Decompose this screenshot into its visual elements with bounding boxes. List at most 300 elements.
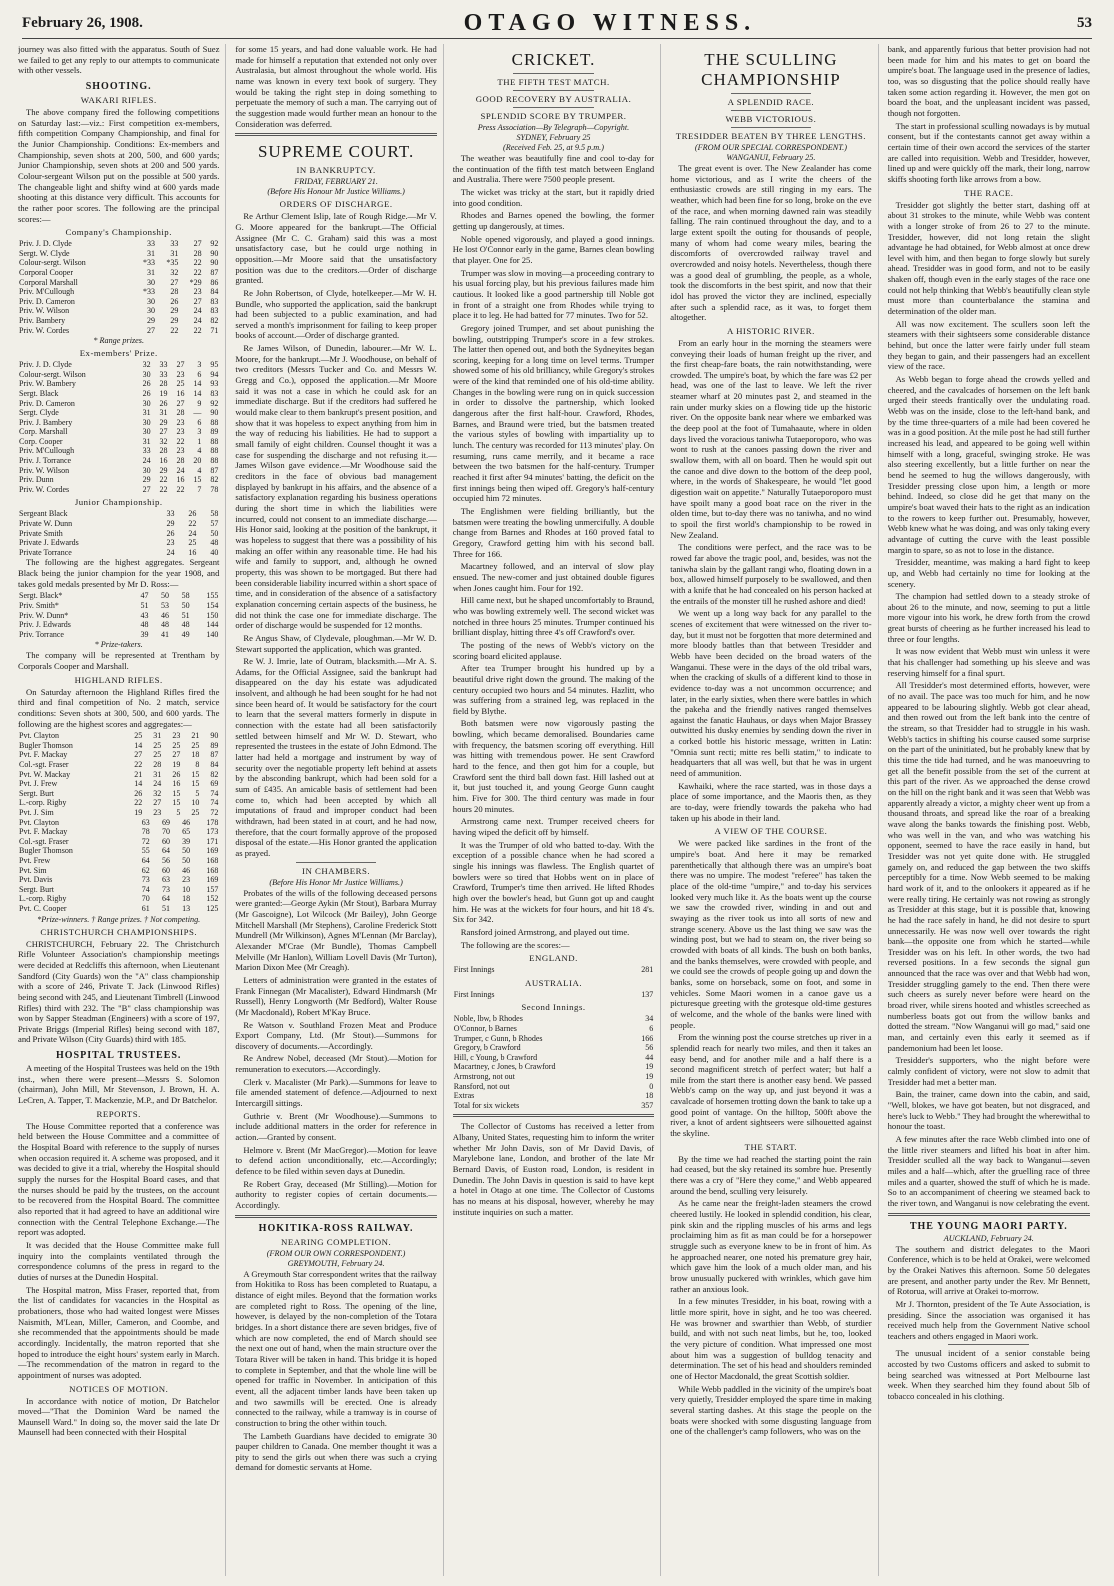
row-value: 90 (210, 248, 219, 258)
row-label: Macartney, c Jones, b Crawford (453, 1062, 556, 1072)
subheading: THE START. (744, 1141, 798, 1152)
row-label: Priv. D. Cameron (19, 398, 75, 408)
row-value: 15 (172, 798, 181, 808)
row-value: 32 (142, 360, 151, 370)
row-value: 14 (134, 740, 143, 750)
row-value: 166 (641, 1033, 654, 1043)
table-row (453, 1091, 654, 1101)
subheading: THE RACE. (964, 187, 1014, 198)
paragraph: After tea Trumper brought his hundred up by a beautiful drive right down the ground. The making of the century occupied two hours and 54 minutes. Hazlitt, who was suffering from a strained leg, was replaced in the field by Blythe. (452, 663, 655, 716)
row-value: 90 (210, 408, 219, 418)
row-value: 28 (153, 760, 162, 770)
paragraph: Both batsmen were now vigorously pasting the bowling, which became demoralised. Boundaries came with frequency, the batsmen scoring off everything. Hill was hitting with tremendous power. He sent Crawford hard to the fence, and then got him for a couple, but Crawford sent the third ball down fast. Hill lashed out at it, but just touched it, and young George Gunn caught him. Five for 300. The third century was made in four hours 20 minutes. (452, 718, 655, 814)
column-4 (670, 44, 878, 1576)
row-value: 168 (206, 856, 219, 865)
row-value: 78 (210, 484, 219, 494)
paragraph: In accordance with notice of motion, Dr Batchelor moved—"That the Dominion Ward be named the Maunsell Ward." In doing so, the mover said the late Dr Maunsell had been connected with their Hospital (18, 1395, 220, 1438)
divider (731, 93, 812, 94)
row-value: 27 (172, 750, 181, 760)
row-value: 26 (142, 388, 151, 398)
row-value: *33 (143, 258, 155, 268)
row-value: 14 (193, 388, 202, 398)
table-row (18, 306, 219, 316)
subheading: Company's Championship. (65, 227, 172, 238)
paragraph: CHRISTCHURCH, February 22. The Christchurch Rifle Volunteer Association's championship meetings were decided at Redcliffs this afternoon, when Lieutenant Sandford (City Guards) won the "A" class championship with a score of 246, Private T. Jack (Linwood Rifles) being second with 245, and Lieutenant Timbrell (Linwood Rifles) third with 232. The "B" class championship was won by Sapper Steadman (Engineers) with a score of 197, Private Briggs (Imperial Rifles) being second with 187, and Private Wilson (City Guards) third with 185. (18, 938, 220, 1045)
subheading: NEARING COMPLETION. (281, 1236, 392, 1247)
row-value: 73 (161, 884, 170, 894)
row-value: 74 (210, 798, 219, 808)
paragraph: A Greymouth Star correspondent writes that the railway from Hokitika to Ross has been completed to Ruatapu, a distance of eight miles. Beyond that the formation works are completed right to Ross. The opening of the line, however, is delayed by the non-completion of the Totara bridges. In a short distance there are seven bridges, five of which are now completed, the end of March should see the next one out of hand, when the main structure over the Totara River will be taken in hand. This bridge it is hoped to complete in September, and that the whole line will be opened for traffic in November. In anticipation of this event, all the adjacent timber lands have been taken up and two sawmills will be erected. One is already connected to the railway, while a tramway is in course of construction to bring the other within touch. (235, 1268, 437, 1428)
table-row (18, 485, 219, 495)
row-value: 60 (161, 836, 170, 846)
row-value: 72 (210, 808, 219, 818)
table-row (18, 548, 219, 558)
table-row (18, 779, 219, 789)
row-value: 27 (142, 484, 151, 494)
row-value: 29 (170, 306, 179, 316)
paragraph: bank, and apparently furious that better provision had not been made for him and his mates to get on board the umpire's boat. The language used in the presence of ladies, too, was so disgusting that the police should really have taken some action regarding it. However, the men got on board the boat, and the unpleasant incident was passed, though not forgotten. (887, 44, 1090, 118)
row-value: 22 (159, 475, 168, 485)
row-value: 25 (153, 740, 162, 750)
row-value: 43 (140, 610, 149, 620)
paragraph: Tresidder's supporters, who the night before were calmly confident of victory, were not slow to admit that Tresidder had met a better man. (887, 1055, 1090, 1087)
row-label: Priv. Smith* (19, 600, 59, 610)
row-value: 32 (159, 436, 168, 446)
row-label: Bugler Thomson (19, 740, 73, 750)
table-row (18, 856, 219, 866)
score-table (18, 239, 219, 335)
row-label: First Innings (453, 989, 495, 999)
table-row (18, 770, 219, 780)
row-value: 33 (166, 509, 175, 519)
row-label: Sergt. W. Clyde (19, 248, 70, 258)
row-label: Ransford, not out (453, 1081, 510, 1091)
paragraph: Trumper was slow in moving—a proceeding contrary to his usual forcing play, but his previous failures made him cautious. It looked like a good partnership till Noble got in front of a straight one from Rhodes while trying to place it to leg. He had batted for 77 minutes. Two for 52. (452, 267, 655, 321)
paragraph: Hill came next, but he shaped uncomfortably to Braund, who was bowling extremely well. The second wicket was notched in three hours 25 minutes. Trumper continued his brilliant display, hitting three 4's off Crawford's over. (452, 595, 655, 638)
row-value: 30 (142, 465, 151, 475)
row-value: 6 (197, 369, 202, 379)
row-label: Bugler Thomson (19, 846, 73, 856)
row-value: 24 (193, 306, 202, 316)
row-value: 21 (191, 731, 200, 741)
row-value: 22 (134, 798, 143, 808)
row-value: 30 (142, 427, 151, 437)
row-value: 25 (172, 740, 181, 750)
paragraph: A meeting of the Hospital Trustees was held on the 19th inst., when there were present—Messrs S. Solomon (chairman), John Mill, Mr Stevenson, J. Brown, H. A. LeCren, A. Tapper, T. Mackenzie, M.P., and Dr Batchelor. (18, 1063, 220, 1106)
row-value: 84 (210, 760, 219, 770)
paragraph: Re Angus Shaw, of Clydevale, ploughman.—Mr W. D. Stewart supported the application, which was granted. (235, 632, 437, 654)
paragraph: Re W. J. Imrie, late of Outram, blacksmith.—Mr A. S. Adams, for the Official Assignee, said the bankrupt had disappeared on the day his estate was adjudicated insolvent, and although he had been sought for he had not since been heard of. It would be satisfactory for the court to learn that the several matters formerly in dispute in connection with the estate had all been satisfactorily settled between himself and Mr W. D. Stewart, who represented the trustees in the estate of John Edmond. The latter had held a mortgage and instrument by way of security over the negotiable property left behind at assets by the absconding bankrupt, which had been sold for a sum of £435. An amicable basis of settlement had been come to, which had been accepted by which all imputations of fraud and improper conduct had been withdrawn, had been stated in at court, and he had now, therefore, that the court formally approve of the proposed disposal of the estate.—His Honor granted the application as prayed. (235, 656, 437, 858)
table-row (453, 1053, 654, 1063)
row-value: 28 (193, 248, 202, 258)
subheading: ENGLAND. (529, 953, 578, 964)
row-value: *33 (143, 287, 155, 297)
table-row (453, 1043, 654, 1053)
row-value: 69 (161, 817, 170, 827)
table-row (453, 1062, 654, 1072)
column-3 (453, 44, 661, 1576)
table-row (18, 798, 219, 808)
row-label: Priv. W. Wilson (19, 465, 70, 475)
score-table (18, 731, 219, 817)
paragraph: Tresidder, meantime, was making a hard fight to keep up, and Webb had certainly no time for looking at the scenery. (887, 557, 1090, 589)
table-row (18, 529, 219, 539)
row-value: 70 (161, 827, 170, 837)
page-number: 53 (1077, 14, 1092, 31)
table-row (453, 1014, 654, 1024)
table-row (18, 446, 219, 456)
row-value: 72 (141, 836, 150, 846)
row-value: 29 (142, 475, 151, 485)
received-line: (Received Feb. 25, at 9.5 p.m.) (503, 143, 604, 152)
row-value: 23 (176, 369, 185, 379)
paragraph: In a few minutes Tresidder, in his boat, rowing with a little more spirit, hove in sight, and he too was cheered. He was browner and swarthier than Webb, of sturdier build, and with not such neat limbs, but he, too, looked the very picture of condition. What impressed one most about him was a suggestion of bulldog tenacity and determination. The set of his head and shoulders reminded one of Hector Macdonald, the great Scottish soldier. (670, 1296, 872, 1381)
row-label: Priv. W. Wilson (19, 306, 70, 316)
table-row (18, 370, 219, 380)
section-heading: HOSPITAL TRUSTEES. (55, 1050, 182, 1062)
row-label: Pvt. J. Frew (19, 779, 58, 789)
judge-line: (Before His Honour Mr Justice Williams.) (267, 187, 405, 197)
row-value: 15 (172, 788, 181, 798)
row-label: Priv. W. Cordes (19, 325, 70, 335)
row-label: Corp. Marshall (19, 427, 68, 437)
paragraph: A few minutes after the race Webb climbed into one of the little river steamers and lifted his boat in after him. Tresidder sculled all the way back to Wanganui—seven miles and a half—which, after the gruelling race of three miles and a quarter, showed the stuff of which he is made. So to an accompaniment of cheering we steamed back to the river town, and Wanganui is now celebrating the event. (887, 1133, 1090, 1208)
row-value: 48 (140, 620, 149, 630)
byline: (FROM OUR SPECIAL CORRESPONDENT.) (694, 143, 847, 152)
row-value: 27 (153, 798, 162, 808)
row-label: Priv. W. Cordes (19, 484, 70, 494)
paragraph: While Webb paddled in the vicinity of the umpire's boat very quietly, Tresidder employed the spare time in making several starting dashes. At this stage the people on the boats were shocked with some disgusting language from one of the challenger's camp followers, who was on the (670, 1383, 872, 1437)
paragraph: The champion had settled down to a steady stroke of about 26 to the minute, and now, seeming to put a little more vigour into his work, he drew forth from the crowd great bursts of cheering as he further increased his lead to three or four lengths. (887, 591, 1090, 644)
row-value: 29 (159, 417, 168, 427)
subheading: AUSTRALIA. (524, 977, 583, 988)
row-value: 14 (193, 379, 202, 389)
row-value: 23 (166, 538, 175, 548)
row-value: 25 (176, 379, 185, 389)
row-value: 18 (191, 750, 200, 760)
row-label: Pvt. F. Mackay (19, 827, 68, 837)
paragraph: Re Arthur Clement Islip, late of Rough Ridge.—Mr V. G. Moore appeared for the bankrupt.—The Official Assignee (Mr C. C. Graham) said this was a most unsatisfactory case, but he could urge nothing in opposition.—Mr Moore said that the unsatisfactory position was due to the creditors.—Order of discharge granted. (235, 211, 437, 286)
footnote: * Range prizes. (93, 336, 145, 346)
row-value: 32 (153, 788, 162, 798)
table-row (18, 731, 219, 741)
paragraph: The Hospital matron, Miss Fraser, reported that, from the list of candidates for vacancies in the Hospital as probationers, those who had waited longest were Misses Naismith, M'Lean, Miller, Cameron, and Coombe, and she recommended that the appointments should be made accordingly. Incidentally, the matron reported that she hoped to introduce the eight hours' system early in March.—The recommendation of the matron in regard to the appointment of nurses was adopted. (18, 1284, 220, 1380)
table-row (18, 837, 219, 847)
row-value: 63 (141, 817, 150, 827)
paragraph: The House Committee reported that a conference was held between the House Committee and a committee of the Hospital Board with reference to the supply of nurses when occasion required it. A scheme was proposed, and it was decided to give it a trial, whereby the Hospital should supply the nurses for the Hospital Board cases, and that the nurses should be paid by the trustees, on the account to be recovered from the Hospital Board. The committee also reported that it had agreed to have an additional wire connection with the Central Telephone Exchange.—The report was adopted. (18, 1120, 220, 1238)
row-value: 171 (206, 836, 219, 846)
row-value: 137 (641, 989, 654, 999)
row-value: 6 (197, 417, 202, 427)
row-value: 28 (176, 408, 185, 418)
row-value: 140 (206, 629, 219, 639)
row-value: 28 (170, 287, 179, 297)
row-value: 27 (176, 360, 185, 370)
row-value: *35 (166, 258, 179, 268)
row-label: Pvt. J. Sim (19, 808, 54, 818)
row-value: 23 (176, 427, 185, 437)
divider (453, 1114, 654, 1117)
row-value: 26 (188, 509, 197, 519)
row-value: 88 (210, 436, 219, 446)
row-value: 32 (170, 267, 179, 277)
row-value: 1 (197, 436, 202, 446)
row-label: Extras (453, 1091, 475, 1101)
row-value: 74 (141, 884, 150, 894)
row-value: 56 (645, 1043, 654, 1053)
row-value: 30 (147, 306, 155, 316)
row-value: 33 (159, 369, 168, 379)
paragraph: The Englishmen were fielding brilliantly, but the batsmen were treating the bowling unmercifully. A double change from Barnes and Rhodes at 160 proved fatal to Gregory, Crawford getting him with his second ball. Three for 166. (452, 506, 655, 559)
row-value: 29 (166, 519, 175, 529)
row-value: 95 (210, 360, 219, 370)
row-label: Priv. Torrance (19, 629, 64, 639)
paragraph: Re James Wilson, of Dunedin, labourer.—Mr W. L. Moore, for the bankrupt.—Mr J. Woodhouse, on behalf of two creditors (Messrs Tucker and Co. and Messrs W. Gregg and Co.), opposed the application.—Mr Moore said it was not a case in which he could ask for an immediate discharge. But if the creditors had suffered he would make clear to them bankrupt's present position, and show that it was hopeless to expect anything from him in the way of reducing his liabilities. He had to support a small family of eight children. Counsel thought it was a case for suspending the discharge and not refusing it.—James Wilson gave evidence.—Mr Woodhouse said the creditors in the face of obvious bad management displayed by bankrupt in his affairs, and the absence of a satisfactory explanation regarding his business operations during the short time in which the liabilities were incurred, could not consent to an immediate discharge.—His Honor said, looking at the position of the bankrupt, it was hopeless to suggest that there was a possibility of his making an offer within any reasonable time. He had his wife and family to support, and, although he owned property, this was shown to be mortgaged. But there had been considerable liability incurred within a short space of time, and in consideration of the absence of a satisfactory explanation concerning certain aspects of the business, he did not think the case one for immediate discharge. The order of discharge would be suspended for 12 months. (235, 343, 437, 631)
row-value: 62 (141, 865, 150, 875)
row-label: Priv. J. Bambery (19, 417, 73, 427)
row-value: 88 (210, 446, 219, 456)
subheading: IN CHAMBERS. (302, 865, 371, 876)
row-value: 13 (182, 903, 191, 913)
masthead (22, 8, 1092, 39)
section-heading: SUPREME COURT. (257, 142, 415, 162)
row-value: 4 (197, 465, 202, 475)
row-value: 23 (182, 875, 191, 885)
row-value: 30 (142, 417, 151, 427)
paragraph: We were packed like sardines in the front of the umpire's boat. And here it may be remarked parenthetically that although there was an umpire's boat there was no umpire. The modest "referee" has taken the place of the old-time "umpire," and to-day his services looked very much like it. As the boats went up the course we saw the crowded river, winding in and out and swaying as the river took us into all sorts of new and strange scenery. Above us the last thing we saw was the winding post, but we had to steam on, the river being so crowded with boats of all kinds. The bush on both banks, and the banks themselves, were crowded with people, and we could see the crowds of people going up and down the banks, some on horseback, some on foot, and some in vehicles. Some Maori women in a canoe gave us a picturesque greeting with the grotesque old-time gestures of welcome, and the whole of the banks were lined with people. (670, 838, 872, 1030)
row-value: 16 (188, 547, 197, 557)
row-value: 16 (172, 779, 181, 789)
row-label: L.-corp. Rigby (19, 894, 67, 904)
row-label: Priv. M'Cullough (19, 287, 75, 297)
table-row (18, 620, 219, 630)
row-label: Private J. Edwards (19, 538, 79, 548)
row-value: 89 (210, 427, 219, 437)
row-value: 23 (172, 731, 181, 741)
row-value: 19 (645, 1062, 654, 1072)
paragraph: The start in professional sculling nowadays is by mutual consent, but if the contestants cannot get away within a certain time of their own accord the services of the starter are called into requisition. Webb and Tresidder, however, lined up and were quickly off the mark, their long, narrow skiffs shooting forth like arrows from a bow. (887, 120, 1090, 184)
table-row (453, 1034, 654, 1044)
row-value: 50 (210, 528, 219, 538)
row-label: Priv. J. D. Clyde (19, 239, 72, 249)
row-value: 7 (197, 484, 202, 494)
paragraph: Mr J. Thornton, president of the Te Aute Association, is presiding. Since the association was organised it has received much help from the Government Native school teachers and others engaged in Maori work. (887, 1298, 1090, 1341)
row-value: 50 (161, 591, 170, 601)
table-row (18, 418, 219, 428)
table-row (453, 965, 654, 975)
row-value: 5 (195, 788, 200, 798)
row-label: L.-corp. Rigby (19, 798, 67, 808)
row-value: 157 (206, 884, 219, 894)
row-label: Pvt. Clayton (19, 817, 60, 827)
row-label: Corp. Cooper (19, 436, 63, 446)
row-value: 18 (645, 1091, 654, 1101)
row-value: 48 (210, 538, 219, 548)
divider (731, 110, 812, 111)
row-value: 69 (210, 779, 219, 789)
subheading: A VIEW OF THE COURSE. (714, 826, 828, 837)
row-value: 28 (159, 446, 168, 456)
row-value: 22 (193, 267, 202, 277)
row-value: 25 (153, 750, 162, 760)
row-label: O'Connor, b Barnes (453, 1024, 517, 1034)
paragraph: The conditions were perfect, and the race was to be rowed far above the tragic pool, and, besides, was not the taniwha slain by the gallant rangi who, floating down in a box, allowed himself purposely to be swallowed, and then with a knife that he had concealed on his person hacked at the entrails of the monster till he rushed ashore and died! (670, 542, 872, 606)
row-value: 26 (170, 296, 179, 306)
paragraph: Rhodes and Barnes opened the bowling, the former getting up dangerously, at times. (452, 210, 655, 231)
row-label: Sergeant Black (19, 509, 68, 519)
paragraph: The following are the highest aggregates. Sergeant Black being the junior champion for the year 1908, and takes gold medals presented by Mr D. Ross:— (18, 557, 220, 589)
table-row (18, 297, 219, 307)
paragraph: The great event is over. The New Zealander has come home victorious, and as I write the cheers of the enthusiastic crowds are still ringing in my ears. The weather, which had been fine for so long, broke on the eve of the race, and when morning dawned rain was steadily falling. The rain continued throughout the day, and to a large extent spoilt the outing for thousands of people, many of whom had come weary miles, bearing the discomforts of overcrowded railway travel and overcrowded and noisy hotels. Nevertheless, though there was a good deal of grumbling, the people, as a whole, took the discomforts in the best spirit, and now that their idol has proved the victor they are inclined, especially after such a splendid race, as it was, to forget them altogether. (670, 163, 872, 323)
row-value: 10 (191, 798, 200, 808)
divider (888, 1213, 1090, 1216)
paragraph: Re Robert Gray, deceased (Mr Stilling).—Motion for authority to register copies of certain documents.—Accordingly. (235, 1178, 437, 1210)
paragraph: Macartney followed, and an interval of slow play ensued. The new-comer and just obtained double figures when Jones caught him. Four for 192. (452, 561, 655, 593)
row-value: 31 (142, 436, 151, 446)
paragraph: The Collector of Customs has received a letter from Albany, United States, requesting him to inform the writer whether Mr John Davis, son of Mr David Davis, of Marylebone lane, London, and brother of the late Mr Bernard Davis, of Euston road, London, is resident in Dunedin. The John Davis in question is said to have kept a hotel in Otago at one time. The Collector of Customs has no means at his disposal, however, whereby he may institute inquiries on such a matter. (452, 1121, 655, 1217)
row-value: 40 (210, 547, 219, 557)
table-row (453, 990, 654, 1000)
row-value: 26 (134, 788, 143, 798)
table-row (18, 239, 219, 249)
newspaper-title: OTAGO WITNESS. (463, 9, 757, 36)
row-value: 16 (176, 475, 185, 485)
row-value: 64 (161, 846, 170, 856)
row-value: 64 (141, 856, 150, 865)
subheading: TRESIDDER BEATEN BY THREE LENGTHS. (675, 131, 867, 141)
subheading: WEBB VICTORIOUS. (725, 114, 817, 124)
row-value: 6 (649, 1024, 654, 1034)
table-row (453, 1024, 654, 1034)
table-row (18, 509, 219, 519)
paragraph: All was now excitement. The scullers soon left the steamers with their sightseers some considerable distance behind, but once the latter were fairly under full steam they began to gain, and their passengers had an excellent view of the race. (887, 318, 1090, 372)
table-row (453, 1101, 654, 1111)
row-label: Noble, lbw, b Rhodes (453, 1014, 523, 1024)
row-value: 178 (206, 817, 219, 827)
table-row (18, 904, 219, 914)
table-row (18, 601, 219, 611)
subheading: Second Innings. (521, 1002, 586, 1013)
score-table (453, 1101, 654, 1111)
row-label: Priv. Dunn (19, 475, 54, 485)
row-label: Pvt. F. Mackay (19, 750, 68, 760)
paragraph: Kawhaiki, where the race started, was in those days a place of some importance, and the Maoris then, as they are to-day, were friendly towards the pakeha who had taken up his abode in their land. (670, 780, 872, 823)
paragraph: The southern and district delegates to the Maori Conference, which is to be held at Orakei, were welcomed by the Orakei Natives this afternoon. Some 50 delegates are present, and another party under the Rev. Mr Bennett, of Rotorua, will arrive at Orakei to-morrow. (887, 1243, 1090, 1297)
paragraph: The following are the scores:— (460, 939, 570, 950)
row-value: 46 (182, 817, 191, 827)
row-value: 357 (641, 1100, 654, 1110)
table-row (18, 846, 219, 856)
row-value: 23 (193, 287, 202, 297)
paragraph: Bain, the trainer, came down into the cabin, and said, "Well, blokes, we have got beaten, but not disgraced, and here's luck to Webb." They had brought the wherewithal to honour the toast. (887, 1089, 1090, 1132)
row-value: 71 (210, 325, 219, 335)
section-heading: CRICKET. (511, 50, 596, 69)
row-value: 83 (210, 306, 219, 316)
row-value: 74 (210, 788, 219, 798)
row-value: 78 (141, 827, 150, 837)
judge-line: (Before His Honor Mr Justice Williams.) (269, 877, 403, 887)
paragraph: Gregory joined Trumper, and set about punishing the bowling, outstripping Trumper's score in a few strokes. The latter then opened out, and both the Sydneyites began scoring, keeping for a long time on level terms. Trumper showed some of his old brilliancy, while Gregory's strokes were of the kind that reminded one of his old-time ability. Changes in the bowling were rung on in quick succession in order to dissolve the partnership, which looked dangerous after the first half-hour. Crawford, Rhodes, Barnes, and Braund were tried, but the batsmen treated the various styles of bowling with impartiality up to lunch. The century was recorded for 113 minutes' play. On resuming, runs came merrily, and it became a race between the two batsmen for the half-century. Trumper reached it first after 94 minutes' batting, the deficit on the first innings being then wiped off. Gregory's half-century occupied him 72 minutes. (452, 322, 655, 504)
row-value: 27 (170, 277, 179, 287)
table-row (18, 316, 219, 326)
row-label: Pvt. Frew (19, 856, 51, 865)
row-value: 88 (210, 456, 219, 466)
paragraph: It was decided that the House Committee make full inquiry into the complaints ventilated through the correspondence columns of the press in regard to the duties of nurses at the Dunedin Hospital. (18, 1239, 220, 1282)
paragraph: As Webb began to forge ahead the crowds yelled and cheered, and the cavalcades of horsemen on the left bank urged their steeds frantically over the undulating road. Webb was on the inside, close to the left-hand bank, and by the time three-quarters of a mile had been covered he was in a good position. At the mile post he had still further increased his lead, and appeared to be going well within himself with a long, graceful, swinging stroke. He was also steering excellently, but a little further on near the bend he seemed to hug the willows dangerously, with Tresidder pressing close upon him, a length or more behind. Indeed, so close did he get that many on the umpire's boat waved their hats to the right as an indication to the rowers to keep further out. Presumably, however, Webb knew what he was doing, and was only taking every advantage of cutting the curve with the least possible margin to spare, so as not to lose in the distance. (887, 374, 1090, 555)
row-value: 31 (159, 408, 168, 418)
section-heading: HOKITIKA-ROSS RAILWAY. (258, 1222, 414, 1234)
table-row (18, 789, 219, 799)
column-2 (235, 44, 443, 1576)
row-value: 152 (206, 894, 219, 904)
table-row (18, 894, 219, 904)
row-label: Private Torrance (19, 547, 72, 557)
row-value: 24 (176, 465, 185, 475)
row-value: 27 (147, 325, 155, 335)
paragraph: The Lambeth Guardians have decided to emigrate 30 pauper children to Canada. One member thought it was a pity to send the girls out when there was such a crying demand for domestic servants at Home. (235, 1430, 437, 1473)
row-value: 25 (191, 808, 200, 818)
row-value: 30 (147, 277, 155, 287)
row-label: Col.-sgt. Fraser (19, 760, 69, 770)
row-value: 89 (210, 740, 219, 750)
row-value: 15 (191, 779, 200, 789)
row-value: 84 (210, 287, 219, 297)
paragraph: Letters of administration were granted in the estates of Frank Finnegan (Mr Macalister), Edward Hindmarsh (Mr Russell), Henry Longworth (Mr Bedford), Walter Rouse (Mr Macdonald), Robert M'Kay Bruce. (235, 974, 437, 1017)
row-value: 29 (170, 315, 179, 325)
paragraph: It was the Trumper of old who batted to-day. With the exception of a possible chance when he had scored a single his innings was flawless. The English quartet of bowlers were so tired that Hobbs went on in place of Crawford, Trumper's time then arrived. He lifted Rhodes high over the bowler's head, but Gunn got up and caught him. He was at the wickets for four hours, and hit 18 4's. Six for 342. (452, 839, 655, 925)
row-label: Priv. J. Edwards (19, 620, 71, 630)
row-label: Colour-sergt. Wilson (19, 369, 86, 379)
row-value: 70 (141, 894, 150, 904)
row-value: 24 (153, 779, 162, 789)
score-table (18, 818, 219, 914)
paragraph: The weather was beautifully fine and cool to-day for the continuation of the fifth test match between England and Australia. There were 7500 people present. (452, 153, 655, 185)
row-value: 25 (188, 538, 197, 548)
row-label: Corporal Cooper (19, 267, 73, 277)
row-label: First Innings (453, 965, 495, 975)
subheading: NOTICES OF MOTION. (69, 1383, 169, 1394)
row-label: Priv. J. D. Clyde (19, 360, 72, 370)
row-value: 33 (170, 239, 179, 249)
subheading: ORDERS OF DISCHARGE. (279, 199, 393, 210)
row-value: 55 (141, 846, 150, 856)
table-row (18, 287, 219, 297)
row-value: 125 (206, 903, 219, 913)
paragraph: Armstrong came next. Trumper received cheers for having wiped the deficit off by himself. (452, 816, 655, 838)
table-row (18, 875, 219, 885)
row-value: 22 (159, 484, 168, 494)
row-value: 25 (134, 731, 143, 741)
paragraph: The posting of the news of Webb's victory on the scoring board elicited applause. (452, 639, 655, 661)
table-row (18, 360, 219, 370)
table-row (18, 466, 219, 476)
score-table (453, 990, 654, 1000)
row-value: 26 (159, 398, 168, 408)
table-row (18, 611, 219, 621)
row-value: 22 (176, 484, 185, 494)
row-value: 25 (191, 740, 200, 750)
row-value: 15 (191, 769, 200, 779)
row-value: 168 (206, 865, 219, 875)
paragraph: We went up a long way back for any parallel to the scenes of excitement that were witnessed on the river to-day, but it must not be forgotten that more determined and more bloody battles than that between Tresidder and Webb have been decided on the broad waters of the Wanganui. These were in the days of the old tribal wars, when the cracking of skulls of a different kind to those in evidence to-day was a not uncommon occurrence; and later, in the early sixties, when there were battles in which the pakeha and the friendly natives ranged themselves against the fanatic Hauhaus, or days when Major Brassey outwitted his dusky enemies by sending down the river in a corked bottle his historic message, written in Latin: "Omnia sunt recti; mitte res belli statim," to indicate to headquarters that all was well, but that he was in urgent need of ammunition. (670, 608, 872, 779)
table-row (18, 885, 219, 895)
table-row (18, 249, 219, 259)
row-value: 53 (161, 600, 170, 610)
row-value: 27 (176, 398, 185, 408)
subheading: REPORTS. (96, 1108, 141, 1119)
table-row (18, 437, 219, 447)
table-row (18, 750, 219, 760)
